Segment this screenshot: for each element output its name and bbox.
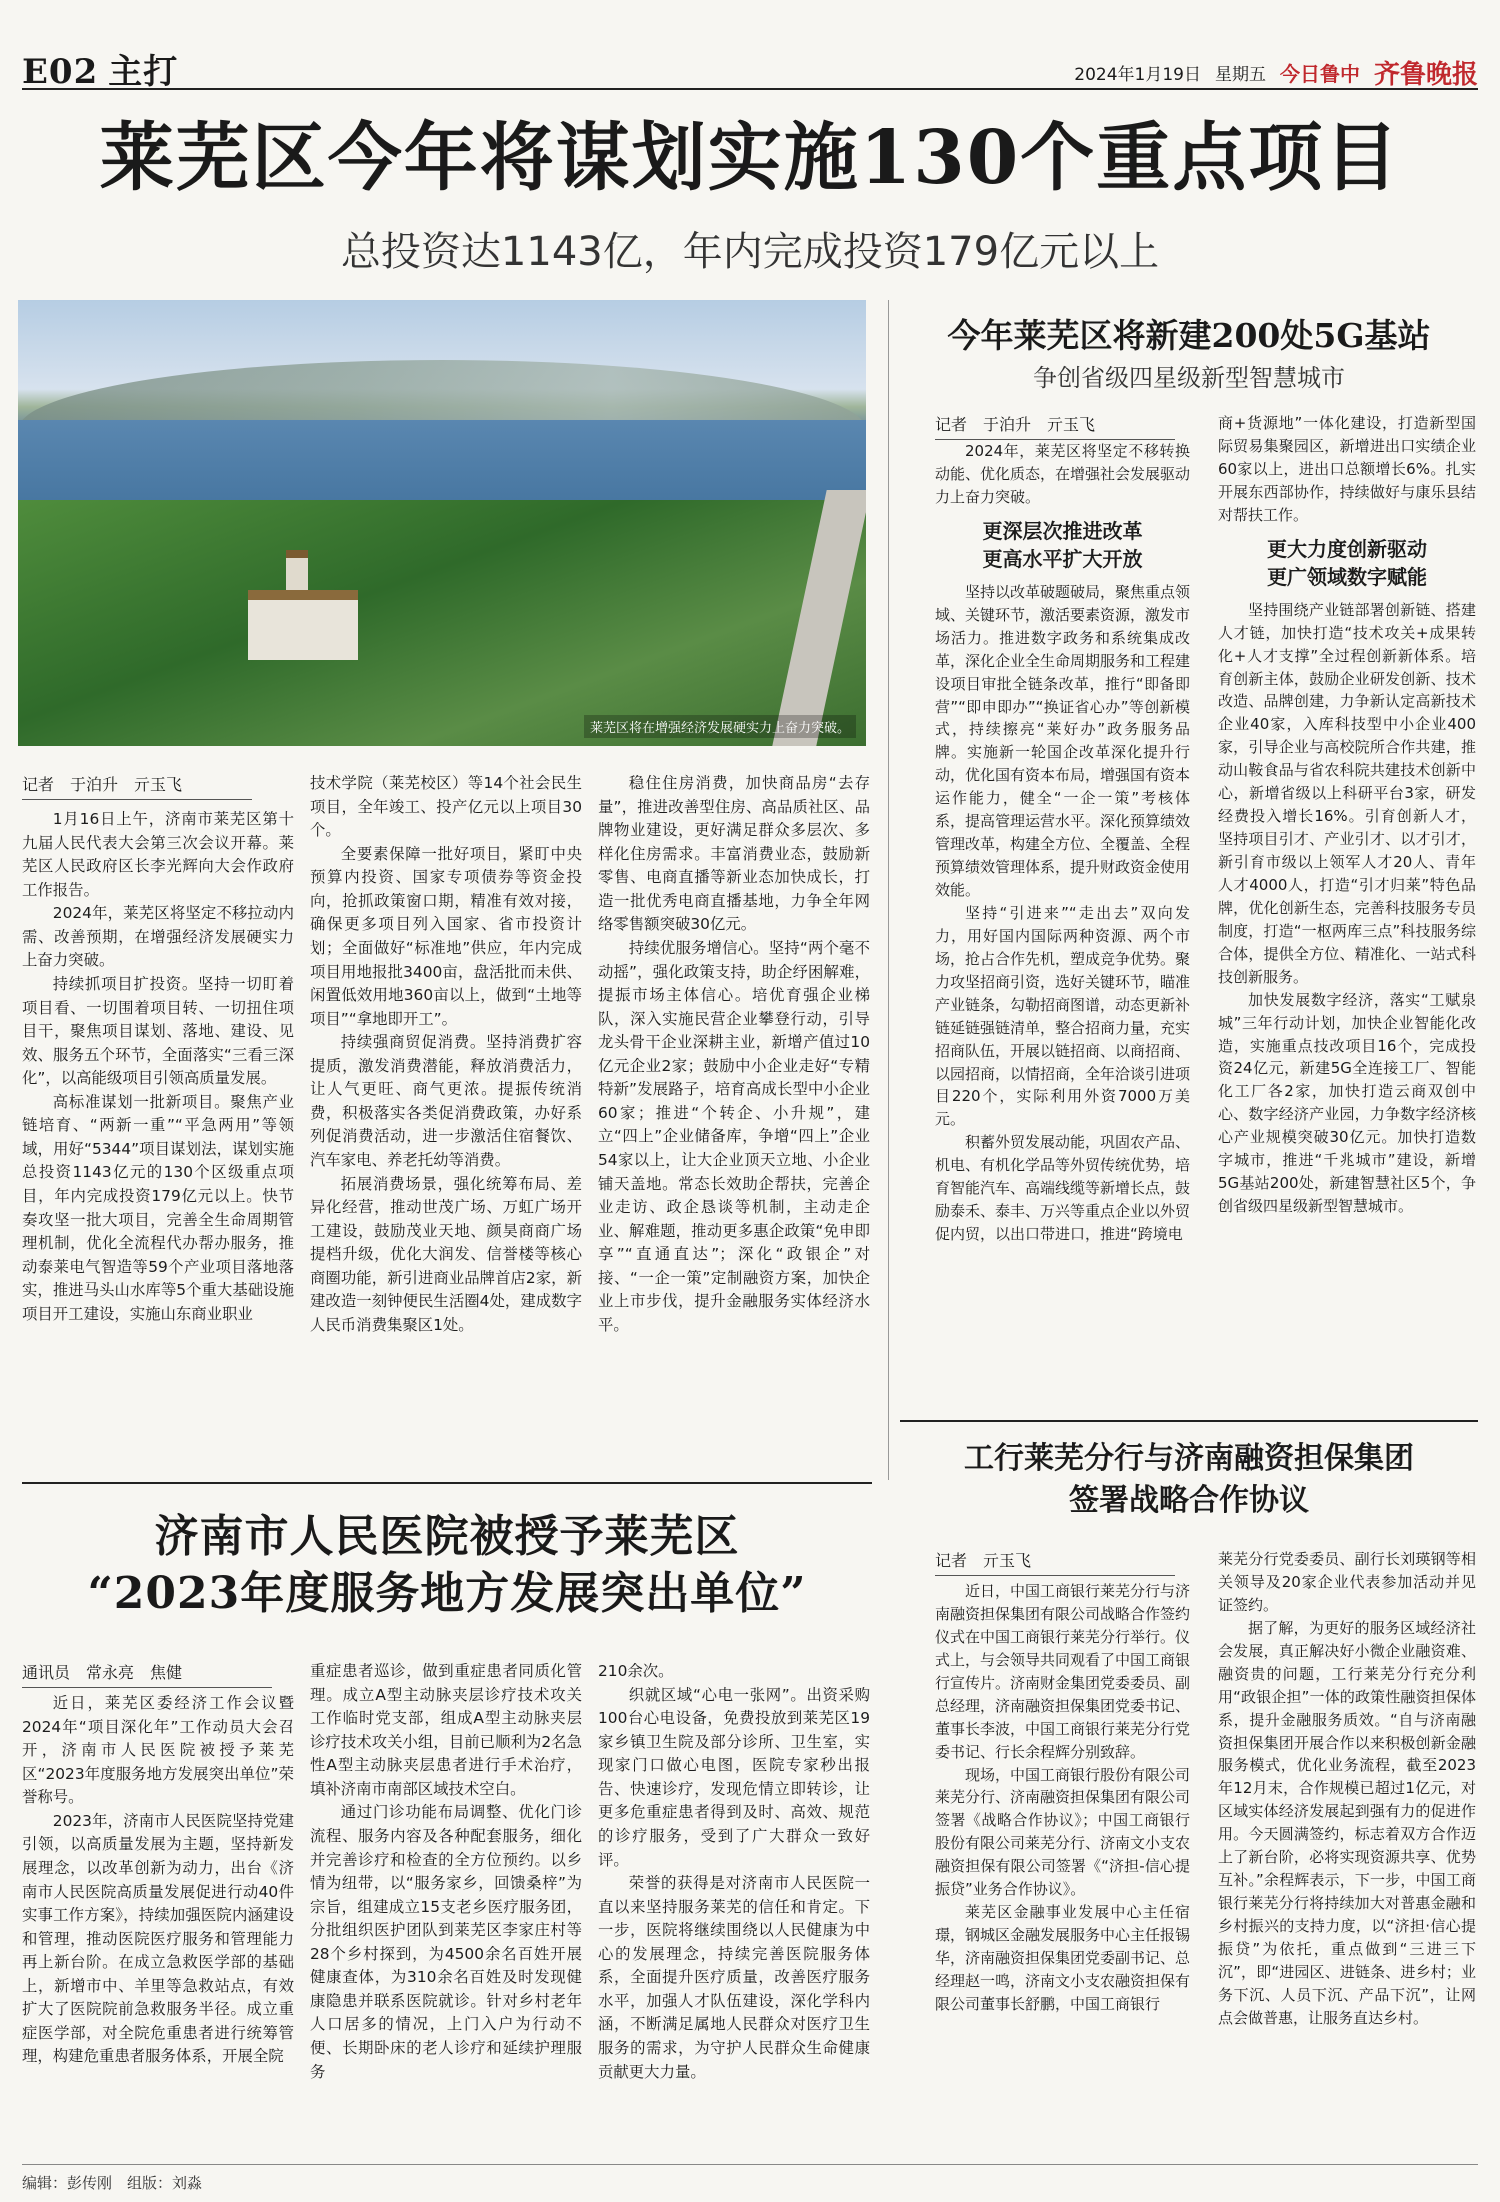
r2-column-1 [935, 1580, 1190, 2016]
photo-temple [248, 590, 358, 660]
paragraph: 210余次。 [598, 1662, 674, 1680]
r1-column-1 [935, 440, 1190, 1246]
paragraph: 商+货源地”一体化建设，打造新型国际贸易集聚园区，新增进出口实绩企业60家以上，进出口总额增长6%。扎实开展东西部协作，持续做好与康乐县结对帮扶工作。 [1218, 414, 1476, 524]
r2-title: 工行莱芜分行与济南融资担保集团 签署战略合作协议 [964, 1441, 1414, 1518]
r1-title: 今年莱芜区将新建200处5G基站 [947, 316, 1431, 355]
r1-subtitle: 争创省级四星级新型智慧城市 [1033, 364, 1345, 392]
paragraph: 荣誉的获得是对济南市人民医院一直以来坚持服务莱芜的信任和肯定。下一步，医院将继续围绕以人民健康为中心的发展理念，持续完善医院服务体系，全面提升医疗质量，改善医疗服务水平，加强人才队伍建设，深化学科内涵，不断满足属地人民群众对医疗卫生服务的需求，为守护人民群众生命健康贡献更大力量。 [598, 1874, 870, 2081]
editor-credit: 编辑：彭传刚 组版：刘淼 [22, 2174, 203, 2192]
main-column-2 [310, 772, 582, 1338]
r1-section-heading-2: 更大力度创新驱动 更广领域数字赋能 [1267, 536, 1427, 589]
r1-section-heading-1: 更深层次推进改革 更高水平扩大开放 [982, 518, 1143, 571]
footer-rule [22, 2164, 1478, 2165]
photo-land [18, 500, 866, 746]
bottom-title: 济南市人民医院被授予莱芜区 “2023年度服务地方发展突出单位” [87, 1511, 807, 1620]
photo-caption: 莱芜区将在增强经济发展硬实力上奋力突破。 [584, 715, 856, 738]
main-subheadline: 总投资达1143亿，年内完成投资179亿元以上 [340, 229, 1160, 275]
paragraph: 坚持“引进来”“走出去”双向发力，用好国内国际两种资源、两个市场，抢占合作先机，塑成竞争优势。聚力攻坚招商引资，选好关键环节，瞄准产业链条，勾勒招商图谱，动态更新补链延链强链清单，整合招商力量，充实招商队伍，开展以链招商、以商招商、以园招商，以情招商，全年洽谈引进项目220个，实际利用外资7000万美元。 [935, 903, 1191, 1129]
section-code: E02 [22, 52, 99, 92]
paragraph: 织就区域“心电一张网”。出资采购100台心电设备，免费投放到莱芜区19家乡镇卫生院及部分诊所、卫生室，实现家门口做心电图，医院专家秒出报告、快速诊疗，发现危情立即转诊，让更多危重症患者得到及时、高效、规范的诊疗服务，受到了广大群众一致好评。 [598, 1685, 870, 1869]
issue-weekday: 星期五 [1214, 65, 1266, 85]
paragraph: 现场，中国工商银行股份有限公司莱芜分行、济南融资担保集团有限公司签署《战略合作协议》；中国工商银行股份有限公司莱芜分行、济南文小支农融资担保有限公司签署《“济担-信心提振贷”业务合作协议》。 [935, 1765, 1191, 1899]
paragraph: 2024年，莱芜区将坚定不移拉动内需、改善预期，在增强经济发展硬实力上奋力突破。 [22, 904, 294, 970]
main-byline: 记者 于泊升 亓玉飞 [22, 772, 252, 800]
paragraph: 持续抓项目扩投资。坚持一切盯着项目看、一切围着项目转、一切扭住项目干，聚焦项目谋划、落地、建设、见效、服务五个环节，全面落实“三看三深化”，以高能级项目引领高质量发展。 [22, 974, 294, 1088]
main-column-1 [22, 808, 294, 1326]
bottom-column-1 [22, 1692, 294, 2069]
paragraph: 积蓄外贸发展动能，巩固农产品、机电、有机化学品等外贸传统优势，培育智能汽车、高端线缆等新增长点，鼓励泰禾、泰丰、万兴等重点企业以外贸促内贸，以出口带进口，推进“跨境电 [935, 1133, 1191, 1244]
paragraph: 据了解，为更好的服务区域经济社会发展，真正解决好小微企业融资难、融资贵的问题，工行莱芜分行充分利用“政银企担”一体的政策性融资担保体系，提升金融服务质效。“自与济南融资担保集团开展合作以来积极创新金融服务模式，优化业务流程，截至2023年12月末，合作规模已超过1亿元，对区域实体经济发展起到强有力的促进作用。今天圆满签约，标志着双方合作迈上了新台阶，必将实现资源共享、优势互补。”余程辉表示，下一步，中国工商银行莱芜分行将持续加大对普惠金融和乡村振兴的支持力度，以“济担·信心提振贷”为依托，重点做到“三进三下沉”，即“进园区、进链条、进乡村；业务下沉、人员下沉、产品下沉”，让网点会做普惠，让服务直达乡村。 [1218, 1618, 1476, 2027]
bottom-column-2 [310, 1660, 582, 2084]
paragraph: 拓展消费场景，强化统筹布局、差异化经营，推动世茂广场、万虹广场开工建设，鼓励茂业天地、颜昊商商广场提档升级，优化大润发、信誉楼等核心商圈功能，新引进商业品牌首店2家，新建改造一刻钟便民生活圈4处，建成数字人民币消费集聚区1处。 [310, 1174, 582, 1334]
column-divider [888, 300, 889, 1480]
header-meta [1074, 54, 1478, 91]
main-column-3 [598, 772, 870, 1338]
lake-aerial-photo [18, 300, 866, 746]
paragraph: 近日，莱芜区委经济工作会议暨2024年“项目深化年”工作动员大会召开，济南市人民医院被授予莱芜区“2023年度服务地方发展突出单位”荣誉称号。 [22, 1694, 294, 1807]
paragraph: 通过门诊功能布局调整、优化门诊流程、服务内容及各种配套服务，细化并完善诊疗和检查的全方位预约。以乡情为纽带，以“服务家乡，回馈桑梓”为宗旨，组建成立15支老乡医疗服务团，分批组织医护团队到莱芜区李家庄村等28个乡村探到，为4500余名百姓开展健康查体，为310余名百姓及时发现健康隐患并联系医院就诊。针对乡村老年人口居多的情况，上门入户为行动不便、长期卧床的老人诊疗和延续护理服务 [310, 1803, 582, 2081]
masthead [22, 38, 1478, 90]
column-brand: 今日鲁中 [1279, 62, 1360, 86]
paragraph: 高标准谋划一批新项目。聚焦产业链培育、“两新一重”“平急两用”等领域，用好“5344”项目谋划法，谋划实施总投资1143亿元的130个区级重点项目，年内完成投资179亿元以上。快节奏攻坚一批大项目，完善全生命周期管理机制，优化全流程代办帮办服务，推动泰莱电气智造等59个产业项目落地落实，推进马头山水库等5个重大基础设施项目开工建设，实施山东商业职业 [22, 1092, 294, 1323]
section-name: 主打 [108, 52, 179, 92]
paragraph: 重症患者巡诊，做到重症患者同质化管理。成立A型主动脉夹层诊疗技术攻关工作临时党支部，组成A型主动脉夹层诊疗技术攻关小组，目前已顺利为2名急性A型主动脉夹层患者进行手术治疗，填补济南市南部区域技术空白。 [310, 1662, 582, 1798]
r2-column-2 [1218, 1548, 1476, 2030]
paragraph: 技术学院（莱芜校区）等14个社会民生项目，全年竣工、投产亿元以上项目30个。 [310, 774, 582, 840]
paragraph: 全要素保障一批好项目，紧盯中央预算内投资、国家专项债券等资金投向，抢抓政策窗口期，精准有效对接，确保更多项目列入国家、省市投资计划；全面做好“标准地”供应，年内完成项目用地报批3400亩，盘活批而未供、闲置低效用地360亩以上，做到“土地等项目”“拿地即开工”。 [310, 844, 582, 1028]
paragraph: 近日，中国工商银行莱芜分行与济南融资担保集团有限公司战略合作签约仪式在中国工商银行莱芜分行举行。仪式上，与会领导共同观看了中国工商银行宣传片。济南财金集团党委委员、副总经理，济南融资担保集团党委书记、董事长李波，中国工商银行莱芜分行党委书记、行长余程辉分别致辞。 [935, 1582, 1191, 1761]
r1-byline: 记者 于泊升 亓玉飞 [935, 412, 1175, 440]
r2-byline: 记者 亓玉飞 [935, 1548, 1175, 1576]
paragraph: 持续优服务增信心。坚持“两个毫不动摇”，强化政策支持，助企纾困解难，提振市场主体信心。培优育强企业梯队，深入实施民营企业攀登行动，引导龙头骨干企业深耕主业，新增产值过10亿元企业2家；鼓励中小企业走好“专精特新”发展路子，培育高成长型中小企业60家；推进“个转企、小升规”，建立“四上”企业储备库，争增“四上”企业54家以上，让大企业顶天立地、小企业铺天盖地。常态长效助企帮扶，完善企业走访、政企恳谈等机制，主动走企业、解难题，推动更多惠企政策“免申即享”“直通直达”；深化“政银企”对接、“一企一策”定制融资方案，加快企业上市步伐，提升金融服务实体经济水平。 [598, 938, 870, 1334]
bottom-article-top-rule [22, 1482, 872, 1484]
r1-bottom-rule [900, 1420, 1478, 1422]
bottom-column-3 [598, 1660, 870, 2084]
section-label [22, 44, 178, 93]
paragraph: 加快发展数字经济，落实“工赋泉城”三年行动计划，加快企业智能化改造，实施重点技改项目16个，完成投资24亿元，新建5G全连接工厂、智能化工厂各2家，加快打造云商双创中心、数字经济产业园，力争数字经济核心产业规模突破30亿元。加快打造数字城市，推进“千兆城市”建设，新增5G基站200处，新建智慧社区5个，争创省级四星级新型智慧城市。 [1218, 990, 1476, 1216]
paragraph: 坚持以改革破题破局，聚焦重点领域、关键环节，激活要素资源，激发市场活力。推进数字政务和系统集成改革，深化企业全生命周期服务和工程建设项目审批全链条改革，推行“即备即营”“即申即办”“换证省心办”等创新模式，持续擦亮“莱好办”政务服务品牌。实施新一轮国企改革深化提升行动，优化国有资本布局，增强国有资本运作能力，健全“一企一策”考核体系，提高管理运营水平。深化预算绩效管理改革，构建全方位、全覆盖、全程预算绩效管理体系，提升财政资金使用效能。 [935, 582, 1191, 899]
paragraph: 2023年，济南市人民医院坚持党建引领，以高质量发展为主题，坚持新发展理念，以改革创新为动力，出台《济南市人民医院高质量发展促进行动40件实事工作方案》，持续加强医院内涵建设和管理，推动医院医疗服务和管理能力再上新台阶。在成立急救医学部的基础上，新增市中、羊里等急救站点，有效扩大了医院院前急救服务半径。成立重症医学部，对全院危重患者进行统筹管理，构建危重患者服务体系，开展全院 [22, 1811, 294, 2066]
paragraph: 莱芜区金融事业发展中心主任宿璟，钢城区金融发展服务中心主任报锡华，济南融资担保集团党委副书记、总经理赵一鸣，济南文小支农融资担保有限公司董事长舒鹏，中国工商银行 [935, 1903, 1191, 2013]
r1-column-2 [1218, 412, 1476, 1218]
paragraph: 持续强商贸促消费。坚持消费扩容提质，激发消费潜能，释放消费活力，让人气更旺、商气更浓。提振传统消费，积极落实各类促消费政策，办好系列促消费活动，进一步激活住宿餐饮、汽车家电、养老托幼等消费。 [310, 1033, 582, 1169]
paragraph: 2024年，莱芜区将坚定不移转换动能、优化质态，在增强社会发展驱动力上奋力突破。 [935, 442, 1191, 506]
issue-date: 2024年1月19日 [1074, 65, 1201, 85]
bottom-byline: 通讯员 常永亮 焦健 [22, 1660, 272, 1688]
paragraph: 1月16日上午，济南市莱芜区第十九届人民代表大会第三次会议开幕。莱芜区人民政府区长李光辉向大会作政府工作报告。 [22, 810, 294, 899]
paragraph: 莱芜分行党委委员、副行长刘瑛钢等相关领导及20家企业代表参加活动并见证签约。 [1218, 1550, 1476, 1614]
main-headline: 莱芜区今年将谋划实施130个重点项目 [99, 115, 1401, 201]
paper-logo: 齐鲁晚报 [1373, 60, 1478, 90]
paragraph: 稳住住房消费，加快商品房“去存量”，推进改善型住房、高品质社区、品牌物业建设，更好满足群众多层次、多样化住房需求。丰富消费业态，鼓励新零售、电商直播等新业态加快成长，打造一批优秀电商直播基地，力争全年网络零售额突破30亿元。 [598, 774, 870, 934]
paragraph: 坚持围绕产业链部署创新链、搭建人才链，加快打造“技术攻关+成果转化+人才支撑”全过程创新新体系。培育创新主体，鼓励企业研发创新、技术改造、品牌创建，力争新认定高新技术企业40家，入库科技型中小企业400家，引导企业与高校院所合作共建，推动山鞍食品与省农科院共建技术创新中心，新增省级以上科研平台3家，研发经费投入增长16%。引育创新人才，坚持项目引才、产业引才、以才引才，新引育市级以上领军人才20人、青年人才4000人，打造“引才归莱”特色品牌，优化创新生态，完善科技服务专员制度，打造“一枢两库三点”科技服务综合体，提供全方位、精准化、一站式科技创新服务。 [1218, 600, 1476, 986]
